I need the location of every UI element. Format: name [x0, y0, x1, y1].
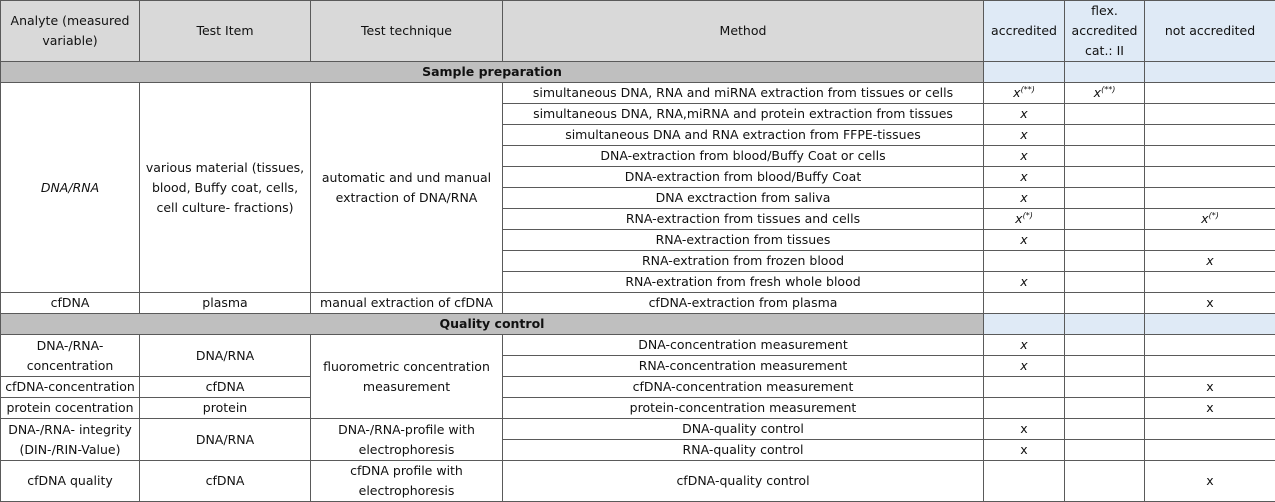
not-accredited-cell: x [1145, 461, 1275, 502]
not-accredited-cell [1145, 146, 1275, 167]
method-cell: simultaneous DNA, RNA and miRNA extraction from tissues or cells [503, 83, 984, 104]
accredited-cell: x [984, 272, 1065, 293]
method-cell: DNA-extraction from blood/Buffy Coat or cells [503, 146, 984, 167]
accredited-cell: x [984, 440, 1065, 461]
test-item-cell: DNA/RNA [140, 335, 311, 377]
accredited-cell: x [984, 356, 1065, 377]
method-cell: RNA-extration from fresh whole blood [503, 272, 984, 293]
not-accredited-cell [1145, 125, 1275, 146]
not-accredited-cell [1145, 356, 1275, 377]
accredited-cell: x(*) [984, 209, 1065, 230]
flex-cell [1065, 461, 1145, 502]
header-method: Method [503, 1, 984, 62]
accredited-cell: x [984, 335, 1065, 356]
analyte-cell: cfDNA quality [1, 461, 140, 502]
flex-cell [1065, 293, 1145, 314]
accredited-cell: x [984, 419, 1065, 440]
not-accredited-cell [1145, 230, 1275, 251]
table-row [1, 335, 1275, 356]
flex-cell [1065, 440, 1145, 461]
section-title-sample-preparation: Sample preparation [1, 62, 984, 83]
method-cell: DNA-quality control [503, 419, 984, 440]
accredited-cell [984, 293, 1065, 314]
header-analyte: Analyte (measured variable) [1, 1, 140, 62]
not-accredited-cell: x [1145, 293, 1275, 314]
not-accredited-cell: x [1145, 398, 1275, 419]
test-item-cell: cfDNA [140, 377, 311, 398]
method-cell: simultaneous DNA and RNA extraction from FFPE-tissues [503, 125, 984, 146]
method-cell: DNA-extraction from blood/Buffy Coat [503, 167, 984, 188]
method-cell: DNA-concentration measurement [503, 335, 984, 356]
flex-cell: x(**) [1065, 83, 1145, 104]
not-accredited-cell [1145, 188, 1275, 209]
method-cell: protein-concentration measurement [503, 398, 984, 419]
technique-cell: DNA-/RNA-profile with electrophoresis [311, 419, 503, 461]
technique-cell: cfDNA profile with electrophoresis [311, 461, 503, 502]
flex-cell [1065, 167, 1145, 188]
accredited-cell: x [984, 230, 1065, 251]
accredited-cell: x [984, 125, 1065, 146]
flex-cell [1065, 104, 1145, 125]
analyte-cell: DNA-/RNA-concentration [1, 335, 140, 377]
method-cell: cfDNA-extraction from plasma [503, 293, 984, 314]
accredited-cell [984, 398, 1065, 419]
not-accredited-cell: x [1145, 251, 1275, 272]
flex-cell [1065, 398, 1145, 419]
flex-cell [1065, 230, 1145, 251]
header-flex-accredited: flex. accredited cat.: II [1065, 1, 1145, 62]
method-cell: cfDNA-quality control [503, 461, 984, 502]
accredited-cell: x [984, 104, 1065, 125]
accredited-cell: x [984, 188, 1065, 209]
not-accredited-cell [1145, 104, 1275, 125]
method-cell: RNA-extration from frozen blood [503, 251, 984, 272]
test-item-cell: cfDNA [140, 461, 311, 502]
method-cell: DNA exctraction from saliva [503, 188, 984, 209]
analyte-cell: cfDNA [1, 293, 140, 314]
test-item-cell: protein [140, 398, 311, 419]
not-accredited-cell [1145, 419, 1275, 440]
table-row [1, 461, 1275, 502]
method-cell: RNA-extraction from tissues [503, 230, 984, 251]
section-row-quality-control [1, 314, 1275, 335]
flex-cell [1065, 272, 1145, 293]
test-item-cell: various material (tissues, blood, Buffy coat, cells, cell culture- fractions) [140, 83, 311, 293]
method-cell: RNA-concentration measurement [503, 356, 984, 377]
table-row [1, 293, 1275, 314]
flex-cell [1065, 251, 1145, 272]
accredited-cell: x [984, 167, 1065, 188]
flex-cell [1065, 146, 1145, 167]
technique-cell: manual extraction of cfDNA [311, 293, 503, 314]
not-accredited-cell [1145, 83, 1275, 104]
technique-cell: fluorometric concentration measurement [311, 335, 503, 419]
test-item-cell: plasma [140, 293, 311, 314]
table-row [1, 419, 1275, 440]
method-cell: RNA-quality control [503, 440, 984, 461]
accredited-cell: x(**) [984, 83, 1065, 104]
technique-cell: automatic and und manual extraction of DNA/RNA [311, 83, 503, 293]
header-technique: Test technique [311, 1, 503, 62]
section-title-quality-control: Quality control [1, 314, 984, 335]
header-accredited: accredited [984, 1, 1065, 62]
flex-cell [1065, 125, 1145, 146]
accredited-cell: x [984, 146, 1065, 167]
flex-cell [1065, 188, 1145, 209]
table-row [1, 377, 1275, 398]
header-not-accredited: not accredited [1145, 1, 1275, 62]
accredited-cell [984, 461, 1065, 502]
not-accredited-cell [1145, 167, 1275, 188]
test-item-cell: DNA/RNA [140, 419, 311, 461]
method-cell: RNA-extraction from tissues and cells [503, 209, 984, 230]
accredited-cell [984, 251, 1065, 272]
analyte-cell: DNA-/RNA- integrity (DIN-/RIN-Value) [1, 419, 140, 461]
header-row [1, 1, 1275, 62]
analyte-cell: protein cocentration [1, 398, 140, 419]
flex-cell [1065, 356, 1145, 377]
method-cell: simultaneous DNA, RNA,miRNA and protein extraction from tissues [503, 104, 984, 125]
table-row [1, 83, 1275, 104]
method-cell: cfDNA-concentration measurement [503, 377, 984, 398]
flex-cell [1065, 377, 1145, 398]
flex-cell [1065, 335, 1145, 356]
not-accredited-cell: x(*) [1145, 209, 1275, 230]
accredited-cell [984, 377, 1065, 398]
analyte-cell: DNA/RNA [1, 83, 140, 293]
not-accredited-cell [1145, 335, 1275, 356]
flex-cell [1065, 209, 1145, 230]
analyte-cell: cfDNA-concentration [1, 377, 140, 398]
section-row-sample-preparation [1, 62, 1275, 83]
flex-cell [1065, 419, 1145, 440]
not-accredited-cell [1145, 440, 1275, 461]
not-accredited-cell [1145, 272, 1275, 293]
table-row [1, 398, 1275, 419]
not-accredited-cell: x [1145, 377, 1275, 398]
header-test-item: Test Item [140, 1, 311, 62]
